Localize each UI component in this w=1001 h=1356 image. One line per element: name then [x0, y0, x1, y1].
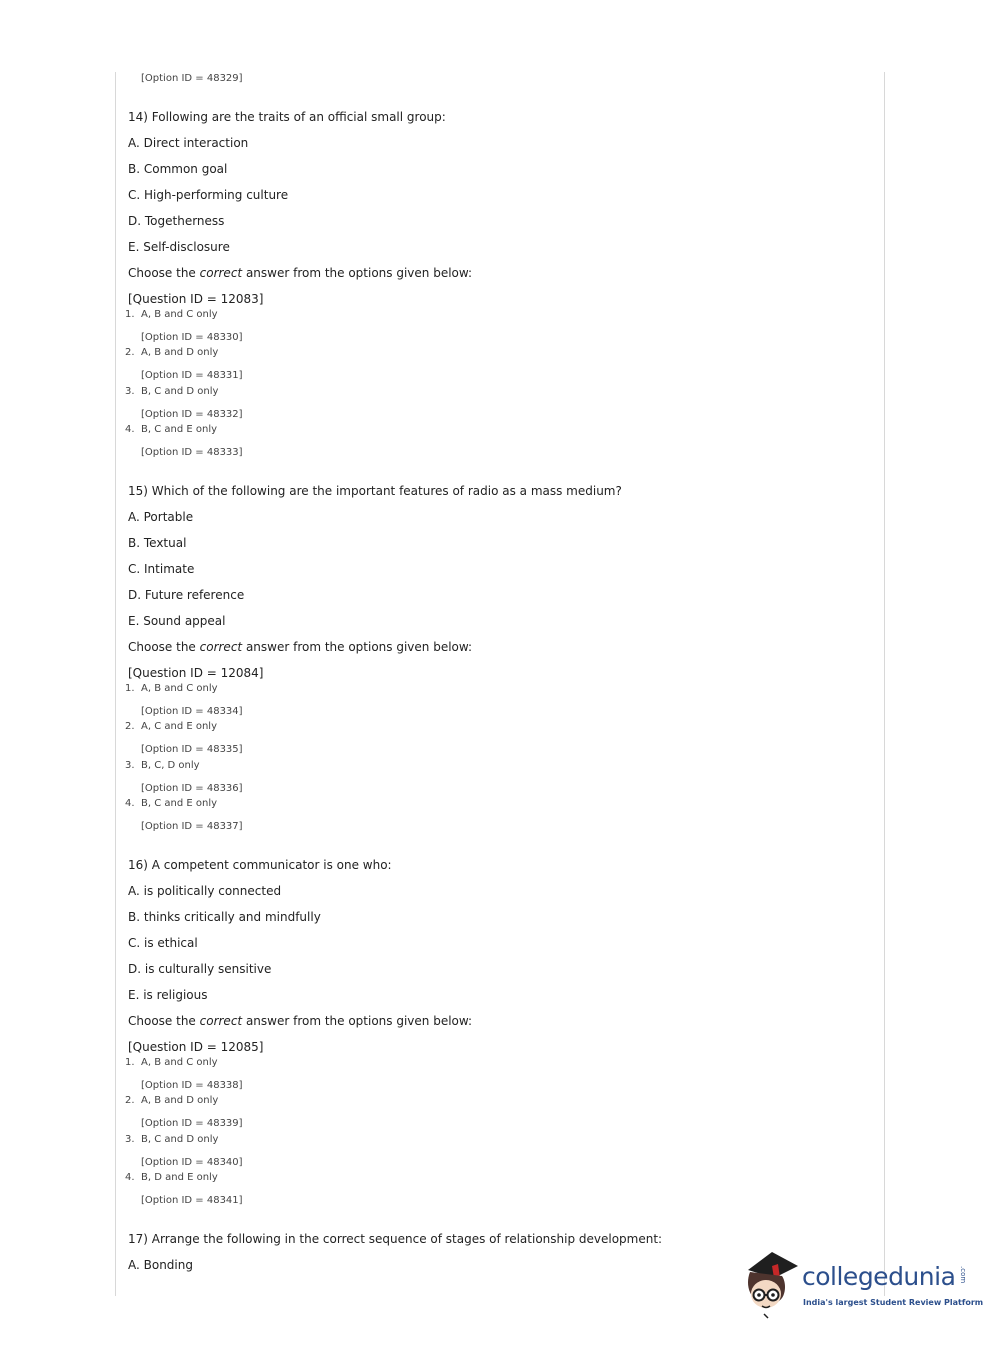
statement: C. is ethical — [128, 936, 198, 950]
statement: A. Portable — [128, 510, 194, 524]
statement: A. is politically connected — [128, 884, 282, 898]
option-id: [Option ID = 48339] — [141, 1118, 243, 1129]
statement: D. Future reference — [128, 588, 245, 602]
mascot-icon — [742, 1248, 800, 1320]
statement: E. is religious — [128, 988, 208, 1002]
statement: C. Intimate — [128, 562, 195, 576]
statement: A. Direct interaction — [128, 136, 249, 150]
choose-instruction: Choose the correct answer from the options given below: — [128, 640, 473, 654]
logo-domain-suffix: .com — [959, 1266, 967, 1284]
statement: B. thinks critically and mindfully — [128, 910, 321, 924]
logo-tagline: India's largest Student Review Platform — [803, 1298, 984, 1307]
choose-instruction: Choose the correct answer from the options given below: — [128, 266, 473, 280]
right-margin-line — [884, 72, 885, 1296]
logo-wordmark: collegedunia — [802, 1262, 956, 1291]
option-id: [Option ID = 48329] — [141, 73, 243, 84]
statement: A. Bonding — [128, 1258, 193, 1272]
question-id: [Question ID = 12085] — [128, 1040, 264, 1054]
statement: E. Self-disclosure — [128, 240, 230, 254]
collegedunia-logo — [742, 1248, 984, 1320]
statement: D. Togetherness — [128, 214, 225, 228]
answer-option: 3. B, C, D only — [125, 760, 200, 771]
option-id: [Option ID = 48334] — [141, 706, 243, 717]
left-margin-line — [115, 72, 116, 1296]
question-id: [Question ID = 12083] — [128, 292, 264, 306]
answer-option: 3. B, C and D only — [125, 386, 219, 397]
answer-option: 3. B, C and D only — [125, 1134, 219, 1145]
option-id: [Option ID = 48341] — [141, 1195, 243, 1206]
option-id: [Option ID = 48335] — [141, 744, 243, 755]
question-heading: 16) A competent communicator is one who: — [128, 858, 392, 872]
answer-option: 4. B, C and E only — [125, 424, 218, 435]
answer-option: 2. A, B and D only — [125, 1095, 219, 1106]
option-id: [Option ID = 48332] — [141, 409, 243, 420]
option-id: [Option ID = 48340] — [141, 1157, 243, 1168]
question-id: [Question ID = 12084] — [128, 666, 264, 680]
question-heading: 14) Following are the traits of an official small group: — [128, 110, 446, 124]
answer-option: 1. A, B and C only — [125, 309, 218, 320]
statement: C. High-performing culture — [128, 188, 289, 202]
statement: B. Textual — [128, 536, 187, 550]
option-id: [Option ID = 48337] — [141, 821, 243, 832]
choose-instruction: Choose the correct answer from the options given below: — [128, 1014, 473, 1028]
answer-option: 2. A, C and E only — [125, 721, 218, 732]
answer-option: 4. B, D and E only — [125, 1172, 218, 1183]
option-id: [Option ID = 48330] — [141, 332, 243, 343]
question-heading: 17) Arrange the following in the correct sequence of stages of relationship development: — [128, 1232, 663, 1246]
statement: E. Sound appeal — [128, 614, 226, 628]
answer-option: 2. A, B and D only — [125, 347, 219, 358]
statement: B. Common goal — [128, 162, 228, 176]
answer-option: 1. A, B and C only — [125, 1057, 218, 1068]
answer-option: 1. A, B and C only — [125, 683, 218, 694]
question-heading: 15) Which of the following are the important features of radio as a mass medium? — [128, 484, 622, 498]
option-id: [Option ID = 48336] — [141, 783, 243, 794]
option-id: [Option ID = 48331] — [141, 370, 243, 381]
answer-option: 4. B, C and E only — [125, 798, 218, 809]
option-id: [Option ID = 48333] — [141, 447, 243, 458]
statement: D. is culturally sensitive — [128, 962, 272, 976]
option-id: [Option ID = 48338] — [141, 1080, 243, 1091]
